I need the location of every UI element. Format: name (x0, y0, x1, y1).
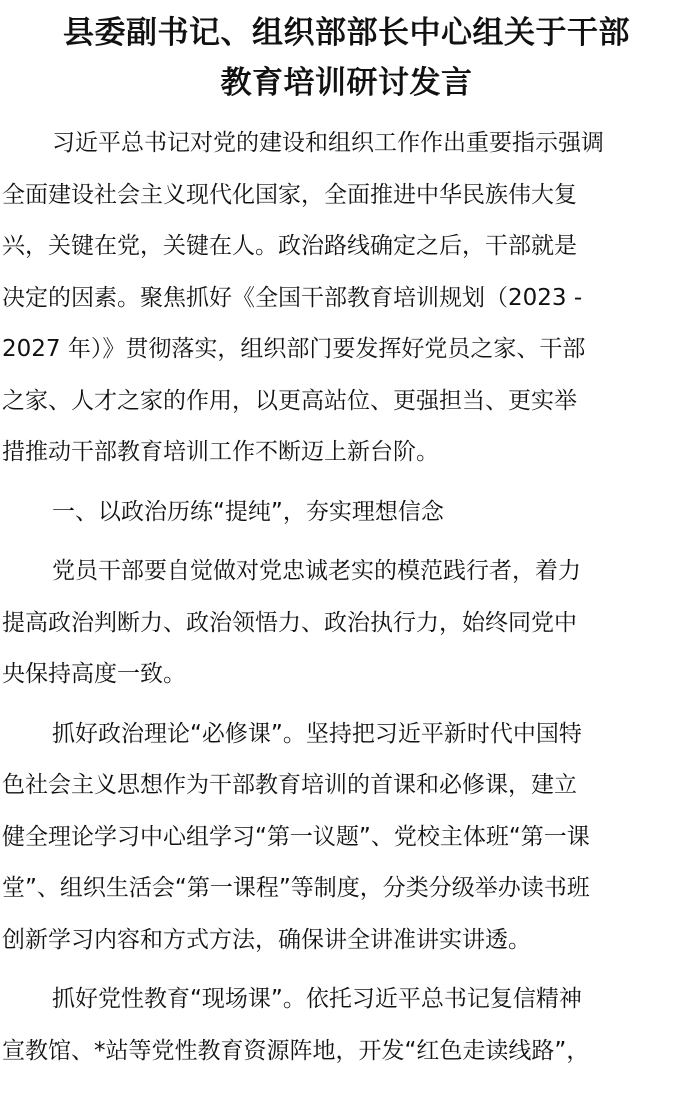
text-line: 抓好党性教育“现场课”。依托习近平总书记复信精神 (52, 986, 582, 1012)
title-line-1: 县委副书记、组织部部长中心组关于干部 (63, 15, 630, 51)
section-heading-1 (2, 487, 692, 539)
document-title (0, 0, 693, 108)
paragraph-intro (2, 118, 692, 479)
heading-line: 一、以政治历练“提纯”，夯实理想信念 (52, 498, 444, 525)
text-line: 全面建设社会主义现代化国家，全面推进中华民族伟大复 (2, 181, 577, 208)
text-line: 健全理论学习中心组学习“第一议题”、党校主体班“第一课 (2, 823, 590, 850)
paragraph-party-spirit-course (2, 974, 692, 1077)
text-line: 提高政治判断力、政治领悟力、政治执行力，始终同党中 (2, 609, 577, 636)
text-line: 之家、人才之家的作用，以更高站位、更强担当、更实举 (2, 387, 577, 414)
text-line: 习近平总书记对党的建设和组织工作作出重要指示强调 (52, 130, 604, 156)
paragraph-theory-course (2, 709, 692, 967)
title-line-2: 教育培训研讨发言 (220, 65, 473, 101)
text-line: 抓好政治理论“必修课”。坚持把习近平新时代中国特 (52, 720, 582, 747)
text-line: 兴，关键在党，关键在人。政治路线确定之后，干部就是 (2, 233, 577, 259)
text-line: 央保持高度一致。 (2, 661, 186, 687)
text-line: 色社会主义思想作为干部教育培训的首课和必修课，建立 (2, 772, 577, 798)
text-line: 措推动干部教育培训工作不断迈上新台阶。 (2, 439, 439, 465)
text-line: 堂”、组织生活会“第一课程”等制度，分类分级举办读书班 (2, 875, 590, 901)
text-line: 2027 年）》贯彻落实，组织部门要发挥好党员之家、干部 (2, 336, 586, 362)
text-line: 决定的因素。聚焦抓好《全国干部教育培训规划（2023 - (2, 284, 583, 311)
text-line: 党员干部要自觉做对党忠诚老实的模范践行者，着力 (52, 558, 581, 584)
paragraph-section-1-intro (2, 546, 692, 701)
document-body (2, 118, 692, 1085)
text-line: 宣教馆、*站等党性教育资源阵地，开发“红色走读线路”， (2, 1037, 590, 1064)
text-line: 创新学习内容和方式方法，确保讲全讲准讲实讲透。 (2, 926, 531, 953)
